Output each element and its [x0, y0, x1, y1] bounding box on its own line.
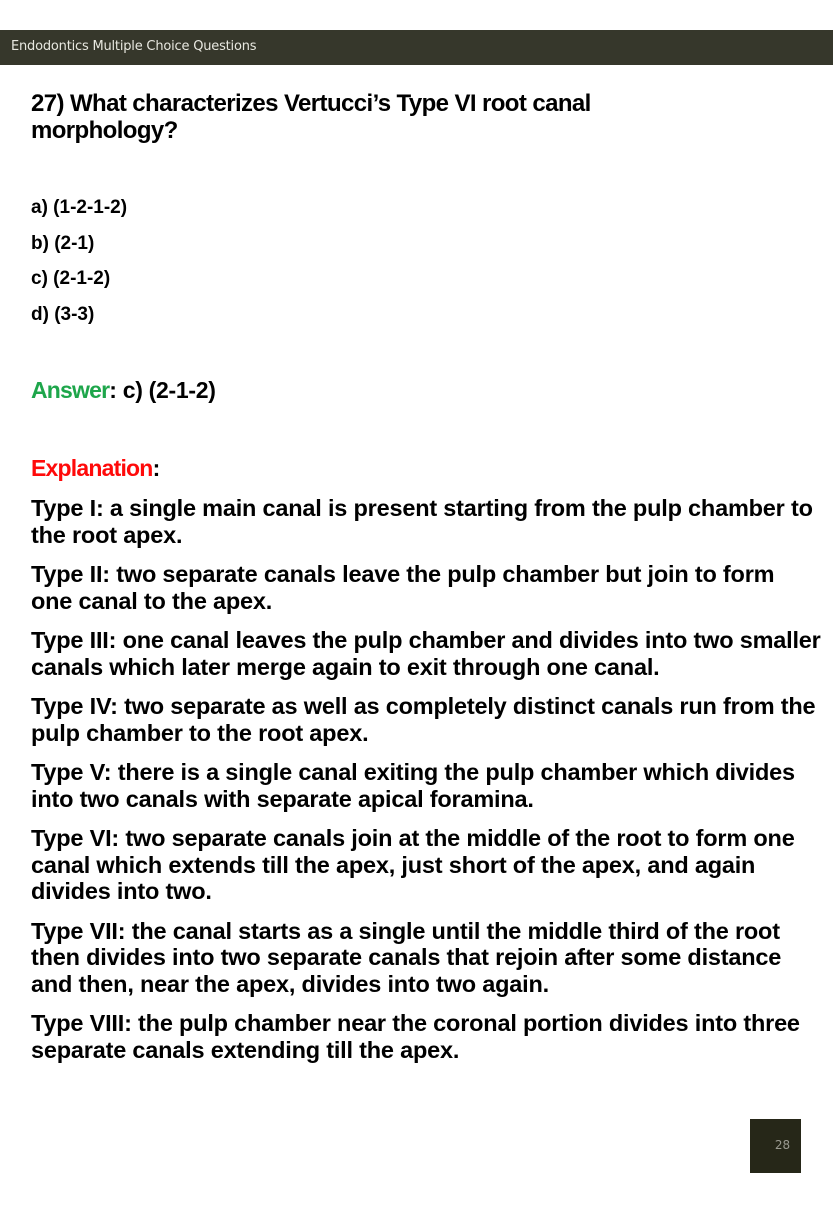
type-v-paragraph: Type V: there is a single canal exiting the pulp chamber which divides into two canals with separate apical foramina.: [31, 759, 795, 812]
type-ii-paragraph: Type II: two separate canals leave the pulp chamber but join to form one canal to the apex.: [31, 561, 775, 614]
type-vi-paragraph: Type VI: two separate canals join at the middle of the root to form one canal which extends till the apex, just short of the apex, and again divides into two.: [31, 825, 795, 904]
type-iii-paragraph: Type III: one canal leaves the pulp chamber and divides into two smaller canals which later merge again to exit through one canal.: [31, 627, 821, 680]
explanation-label: Explanation: [31, 455, 153, 481]
option-d: d) (3-3): [31, 303, 95, 325]
header-title: Endodontics Multiple Choice Questions: [11, 39, 257, 54]
explanation-separator: :: [152, 455, 161, 481]
page-number: 28: [774, 1138, 791, 1152]
option-a: a) (1-2-1-2): [31, 197, 128, 218]
answer-line: [31, 377, 216, 404]
answer-separator: :: [109, 377, 117, 403]
answer-value: c) (2-1-2): [116, 377, 216, 403]
option-b: b) (2-1): [31, 232, 95, 254]
type-iv-paragraph: Type IV: two separate as well as completely distinct canals run from the pulp chamber to the root apex.: [31, 693, 816, 746]
type-viii-paragraph: Type VIII: the pulp chamber near the coronal portion divides into three separate canals extending till the apex.: [31, 1010, 800, 1063]
question-text: 27) What characterizes Vertucci’s Type VI root canal morphology?: [31, 90, 591, 144]
page-number-box: [750, 1119, 801, 1173]
options-list: [31, 196, 127, 338]
type-vii-paragraph: Type VII: the canal starts as a single until the middle third of the root then divides into two separate canals that rejoin after some distance and then, near the apex, divides into two again.: [31, 917, 782, 997]
explanation-body: [31, 495, 821, 1076]
answer-label: Answer: [31, 377, 110, 403]
type-i-paragraph: Type I: a single main canal is present starting from the pulp chamber to the root apex.: [31, 495, 813, 548]
header-bar: [0, 30, 833, 65]
option-c: c) (2-1-2): [31, 268, 111, 289]
explanation-heading: [31, 455, 160, 482]
